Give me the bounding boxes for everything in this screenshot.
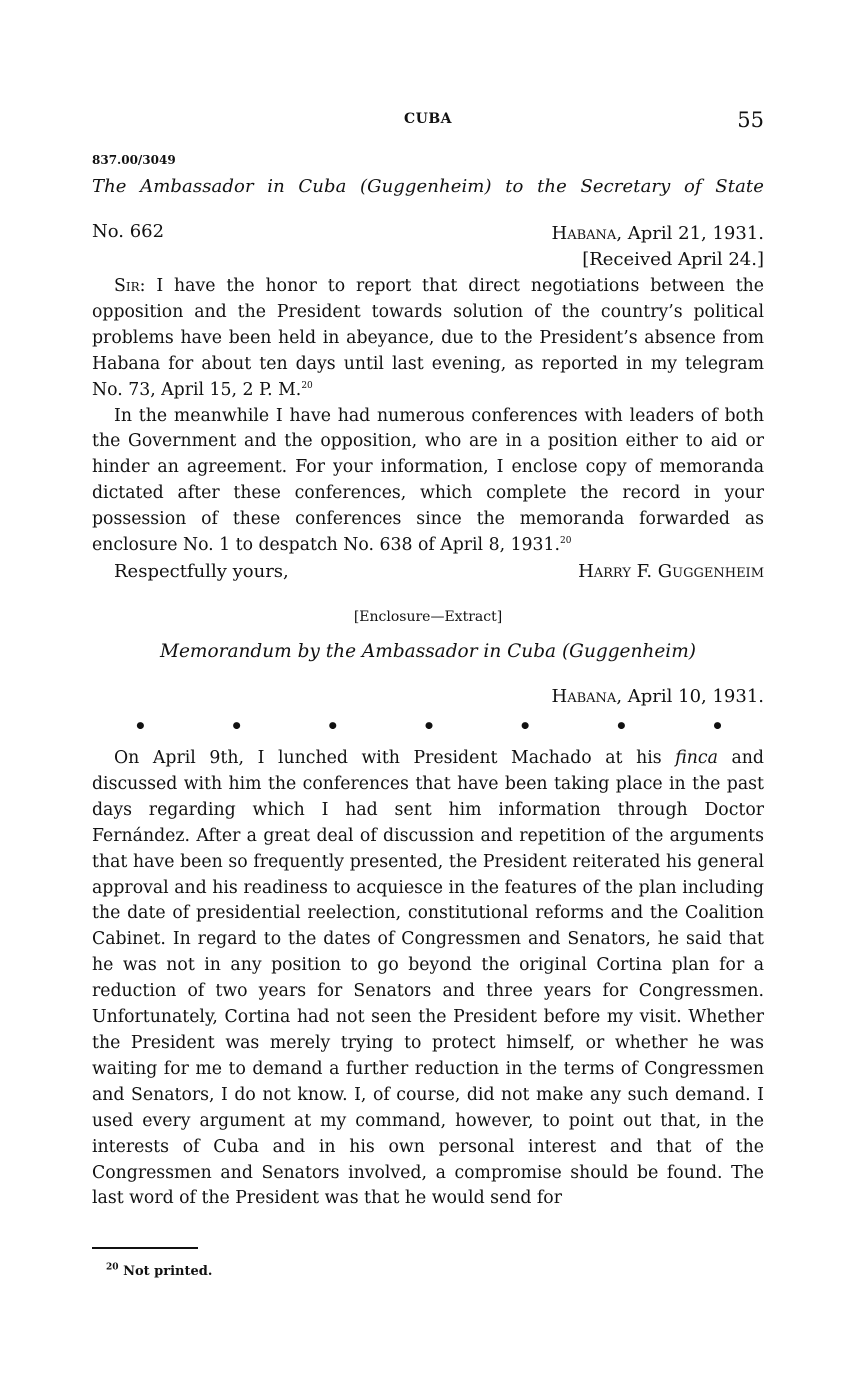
footnote-ref: 20: [301, 380, 313, 391]
enclosure-label: [Enclosure—Extract]: [353, 609, 503, 625]
document-number: No. 662: [92, 221, 165, 242]
dateline-place: Habana: [551, 223, 617, 244]
paragraph: [92, 746, 764, 1212]
ellipsis-dot: •: [614, 714, 628, 738]
dateline-date: , April 21, 1931.: [616, 223, 764, 244]
paragraph: [92, 274, 764, 404]
footnote-marker: 20: [106, 1262, 119, 1273]
ellipsis-dot: •: [518, 714, 532, 738]
ellipsis-dot: •: [711, 714, 724, 738]
ellipsis-dot: •: [326, 714, 340, 738]
file-number: 837.00/3049: [92, 153, 176, 167]
running-head: [92, 108, 764, 132]
page-number: 55: [737, 108, 764, 132]
footnote-ref: 20: [560, 536, 572, 547]
ellipsis-dot: •: [230, 714, 243, 738]
footnote: [106, 1264, 212, 1279]
memorandum-body: [92, 746, 764, 1212]
dateline: [552, 221, 764, 273]
letter-body: [92, 274, 764, 559]
ellipsis-dot: •: [134, 714, 147, 738]
footnote-text: Not printed.: [123, 1264, 213, 1279]
closing: Respectfully yours,: [114, 561, 289, 582]
memorandum-title: Memorandum by the Ambassador in Cuba (Guggenheim): [160, 641, 696, 662]
salutation: Sir: [114, 276, 140, 296]
memorandum-text-rest: and discussed with him the conferences that have been taking place in the past days regarding which I had sent him information through Doctor Fernández. After a great deal of discussion and repetition of the arguments that have been so frequently presented, the President reiterated his general approval and his readiness to acquiesce in the features of the plan including the date of presidential reelection, constitutional reforms and the Coalition Cabinet. In regard to the dates of Congressmen and Senators, he said that he was not in any position to go beyond the original Cortina plan for a reduction of two years for Senators and three years for Congressmen. Unfortunately, Cortina had not seen the President before my visit. Whether the President was merely trying to protect himself, or whether he was waiting for me to demand a further reduction in the terms of Congressmen and Senators, I do not know. I, of course, did not make any such demand. I used every argument at my command, however, to point out that, in the interests of Cuba and in his own personal interest and that of the Congressmen and Senators involved, a compromise should be found. The last word of the President was that he would send for: [92, 748, 764, 1209]
ellipsis-dot: •: [422, 714, 436, 738]
memorandum-place: Habana: [551, 686, 617, 707]
paragraph-2-text: In the meanwhile I have had numerous conferences with leaders of both the Government and the opposition, who are in a position either to aid or hinder an agreement. For your information, I enclose copy of memoranda dictated after these conferences, which complete the record in your possession of these conferences since the memoranda forwarded as enclosure No. 1 to despatch No. 638 of April 8, 1931.: [92, 405, 764, 556]
paragraph-1-text: : I have the honor to report that direct negotiations between the opposition and the President towards solution of the country’s political problems have been held in abeyance, due to the President’s absence from Habana for about ten days until last evening, as reported in my telegram No. 73, April 15, 2 P. M.: [92, 276, 764, 400]
memorandum-date: , April 10, 1931.: [616, 686, 764, 707]
memorandum-text-start: On April 9th, I lunched with President Machado at his: [114, 748, 676, 768]
received-note: [Received April 24.]: [582, 249, 764, 270]
running-title: CUBA: [403, 111, 453, 127]
memorandum-dateline: [552, 686, 764, 707]
ellipsis-row: [92, 714, 764, 738]
document-title: The Ambassador in Cuba (Guggenheim) to the Secretary of State: [92, 176, 764, 197]
dateline-main: [552, 221, 764, 247]
signature: Harry F. Guggenheim: [578, 561, 764, 582]
footnote-rule: [92, 1247, 198, 1249]
finca-word: finca: [675, 748, 718, 768]
paragraph: [92, 404, 764, 559]
